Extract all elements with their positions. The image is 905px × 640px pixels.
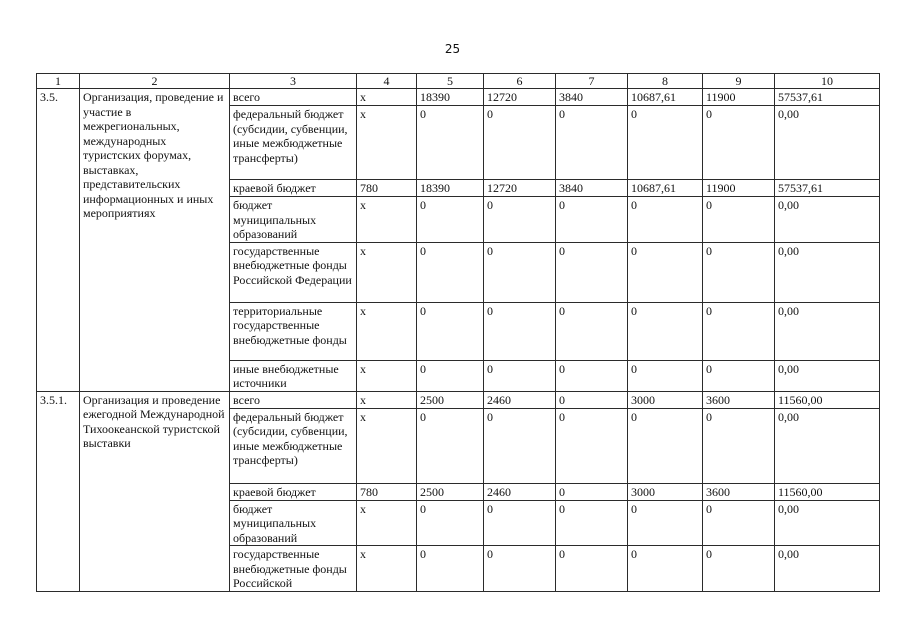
funding-source: краевой бюджет: [230, 483, 357, 500]
row-number: 3.5.1.: [37, 391, 80, 591]
cell: 0: [703, 360, 775, 391]
cell: 0: [417, 242, 484, 302]
header-cell: 3: [230, 74, 357, 89]
funding-source: федеральный бюджет (субсидии, субвенции, иные межбюджетные трансферты): [230, 408, 357, 483]
cell: 0: [484, 360, 556, 391]
cell: 0: [703, 546, 775, 592]
cell: 0,00: [775, 500, 880, 546]
cell: х: [357, 408, 417, 483]
funding-source: всего: [230, 391, 357, 408]
cell: х: [357, 89, 417, 106]
header-cell: 8: [628, 74, 703, 89]
cell: 0: [628, 360, 703, 391]
funding-source: федеральный бюджет (субсидии, субвенции, иные межбюджетные трансферты): [230, 106, 357, 180]
cell: 3600: [703, 483, 775, 500]
cell: 11900: [703, 89, 775, 106]
cell: 11560,00: [775, 391, 880, 408]
cell: х: [357, 302, 417, 360]
cell: 18390: [417, 89, 484, 106]
header-cell: 4: [357, 74, 417, 89]
cell: 0: [417, 360, 484, 391]
row-number: 3.5.: [37, 89, 80, 392]
table-row: [37, 89, 880, 106]
header-cell: 7: [556, 74, 628, 89]
cell: х: [357, 197, 417, 243]
budget-table: [36, 73, 880, 592]
cell: 10687,61: [628, 89, 703, 106]
cell: 0: [703, 242, 775, 302]
cell: 0: [556, 391, 628, 408]
cell: 2460: [484, 391, 556, 408]
cell: 0: [417, 500, 484, 546]
cell: 0,00: [775, 360, 880, 391]
cell: 0: [484, 500, 556, 546]
cell: 0: [417, 106, 484, 180]
cell: х: [357, 360, 417, 391]
cell: 0: [556, 483, 628, 500]
cell: 57537,61: [775, 89, 880, 106]
cell: 12720: [484, 89, 556, 106]
funding-source: государственные внебюджетные фонды Российской Федерации: [230, 242, 357, 302]
cell: 0: [484, 197, 556, 243]
header-row: [37, 74, 880, 89]
cell: 0: [703, 408, 775, 483]
funding-source: государственные внебюджетные фонды Российской: [230, 546, 357, 592]
cell: 11900: [703, 180, 775, 197]
cell: 0: [556, 242, 628, 302]
funding-source: иные внебюджетные источники: [230, 360, 357, 391]
cell: 11560,00: [775, 483, 880, 500]
cell: 0,00: [775, 546, 880, 592]
funding-source: краевой бюджет: [230, 180, 357, 197]
cell: х: [357, 391, 417, 408]
funding-source: бюджет муниципальных образований: [230, 197, 357, 243]
cell: 0: [484, 302, 556, 360]
cell: 0: [628, 242, 703, 302]
cell: 2500: [417, 483, 484, 500]
cell: 0: [703, 197, 775, 243]
funding-source: территориальные государственные внебюджетные фонды: [230, 302, 357, 360]
cell: 57537,61: [775, 180, 880, 197]
table-row: [37, 391, 880, 408]
cell: 3600: [703, 391, 775, 408]
header-cell: 9: [703, 74, 775, 89]
cell: 0,00: [775, 106, 880, 180]
cell: 0: [417, 302, 484, 360]
cell: 0: [556, 546, 628, 592]
cell: 18390: [417, 180, 484, 197]
cell: 0: [556, 408, 628, 483]
cell: 0: [484, 546, 556, 592]
cell: 0,00: [775, 302, 880, 360]
cell: 0: [484, 242, 556, 302]
cell: 0: [703, 500, 775, 546]
cell: 0,00: [775, 242, 880, 302]
cell: 0: [556, 360, 628, 391]
activity-title: Организация и проведение ежегодной Международной Тихоокеанской туристской выставки: [80, 391, 230, 591]
header-cell: 6: [484, 74, 556, 89]
cell: 780: [357, 483, 417, 500]
cell: 0: [417, 546, 484, 592]
header-cell: 1: [37, 74, 80, 89]
cell: 3840: [556, 89, 628, 106]
funding-source: всего: [230, 89, 357, 106]
cell: 2500: [417, 391, 484, 408]
cell: 0: [628, 106, 703, 180]
cell: 0,00: [775, 408, 880, 483]
cell: 3840: [556, 180, 628, 197]
table-body: [37, 74, 880, 592]
cell: 3000: [628, 391, 703, 408]
cell: 2460: [484, 483, 556, 500]
cell: 0: [556, 106, 628, 180]
cell: 0: [417, 197, 484, 243]
cell: 0: [628, 500, 703, 546]
header-cell: 10: [775, 74, 880, 89]
cell: 12720: [484, 180, 556, 197]
cell: 780: [357, 180, 417, 197]
cell: х: [357, 242, 417, 302]
header-cell: 2: [80, 74, 230, 89]
cell: 0: [628, 302, 703, 360]
page-number: 25: [444, 42, 461, 56]
cell: 0: [417, 408, 484, 483]
cell: 0: [703, 106, 775, 180]
funding-source: бюджет муниципальных образований: [230, 500, 357, 546]
activity-title: Организация, проведение и участие в межрегиональных, международных туристских форумах, выставках, представительских информационных и иных мероприятиях: [80, 89, 230, 392]
cell: х: [357, 106, 417, 180]
cell: 0: [628, 408, 703, 483]
cell: 0: [556, 500, 628, 546]
cell: 0: [628, 197, 703, 243]
cell: 10687,61: [628, 180, 703, 197]
cell: 0: [556, 197, 628, 243]
cell: х: [357, 546, 417, 592]
cell: 3000: [628, 483, 703, 500]
cell: 0: [703, 302, 775, 360]
header-cell: 5: [417, 74, 484, 89]
cell: 0,00: [775, 197, 880, 243]
cell: 0: [556, 302, 628, 360]
cell: х: [357, 500, 417, 546]
cell: 0: [628, 546, 703, 592]
cell: 0: [484, 408, 556, 483]
cell: 0: [484, 106, 556, 180]
